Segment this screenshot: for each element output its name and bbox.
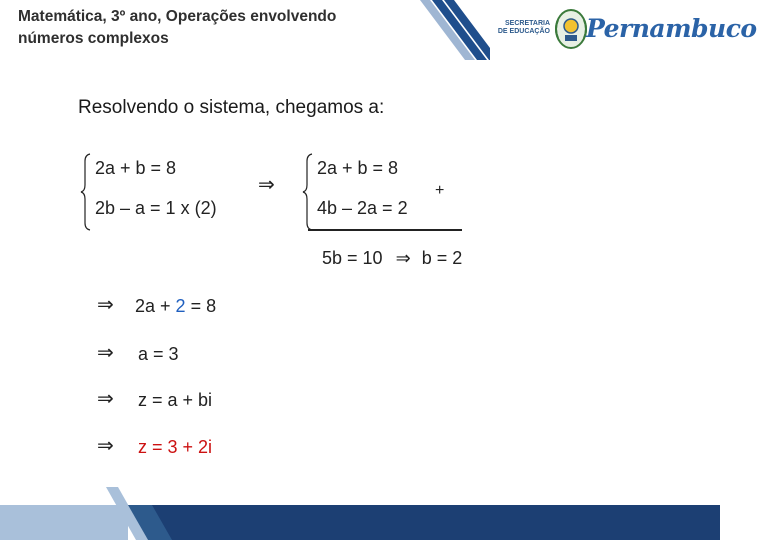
header-bar — [0, 0, 757, 60]
secretaria-line1: SECRETARIA — [505, 20, 550, 27]
header-title-line1: Matemática, 3º ano, Operações envolvendo — [18, 8, 337, 25]
left-equation-1: 2a + b = 8 — [95, 158, 177, 178]
pernambuco-logo-text: Pernambuco — [586, 14, 757, 43]
state-crest-icon — [554, 8, 588, 50]
header-stripes-decoration — [420, 0, 490, 60]
step-1-highlight: 2 — [175, 296, 186, 316]
sum-arrow: ⇒ — [395, 248, 411, 268]
sum-left: 5b = 10 — [322, 248, 383, 268]
footer-band-decoration — [0, 487, 720, 540]
right-equation-2: 4b – 2a = 2 — [317, 198, 408, 218]
step-1-text — [135, 296, 216, 317]
header-logos — [490, 6, 757, 54]
slide-header-title — [18, 6, 398, 50]
step-2-arrow: ⇒ — [97, 342, 114, 364]
step-2-text: a = 3 — [138, 344, 179, 364]
left-equation-2: 2b – a = 1 x (2) — [95, 198, 217, 218]
plus-sign: + — [435, 182, 445, 199]
implies-arrow: ⇒ — [258, 174, 275, 196]
right-system-brace-icon — [302, 153, 314, 231]
step-1-arrow: ⇒ — [97, 294, 114, 316]
step-1-post: = 8 — [185, 296, 217, 316]
step-4-final-result: z = 3 + 2i — [138, 437, 213, 457]
sum-line-divider — [308, 229, 462, 231]
left-system-brace-icon — [80, 153, 92, 231]
sum-right: b = 2 — [421, 248, 463, 268]
step-3-text: z = a + bi — [138, 390, 213, 410]
secretaria-line2: DE EDUCAÇÃO — [497, 28, 550, 35]
intro-text: Resolvendo o sistema, chegamos a: — [78, 97, 385, 118]
step-1-pre: 2a + — [135, 296, 176, 316]
right-equation-1: 2a + b = 8 — [317, 158, 399, 178]
sum-result — [322, 248, 462, 269]
secretaria-logo-text — [490, 20, 550, 36]
step-4-arrow: ⇒ — [97, 435, 114, 457]
header-title-line2: números complexos — [18, 30, 169, 47]
step-3-arrow: ⇒ — [97, 388, 114, 410]
